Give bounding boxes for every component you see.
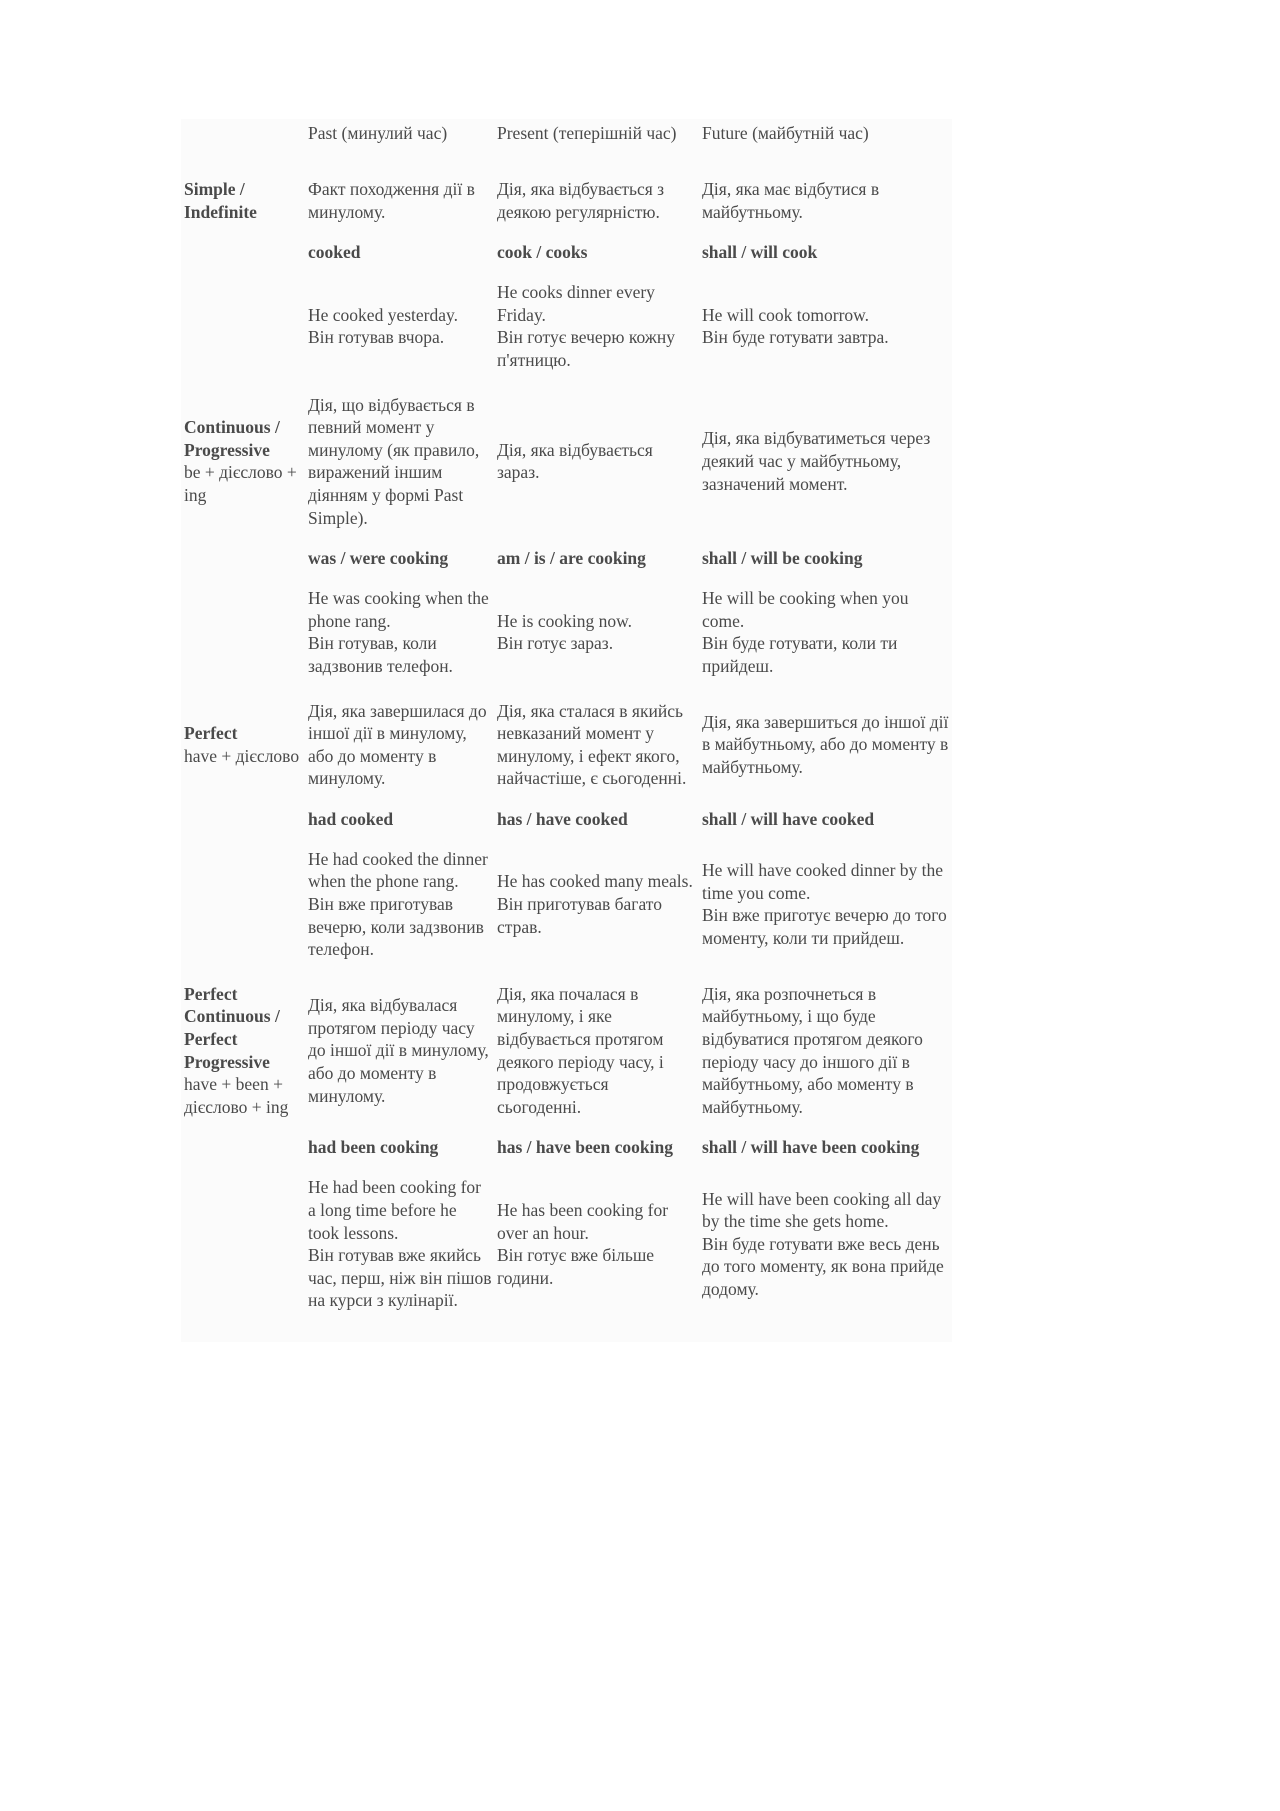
example-en: He will have been cooking all day by the time she gets home. [702, 1188, 942, 1232]
perfect-continuous-future-desc: Дія, яка розпочнеться в майбутньому, і що буде відбуватися протягом деякого періоду часу до іншого дії в майбутньому, або моменту в майбутньому. [702, 983, 923, 1117]
simple-future-desc: Дія, яка має відбутися в майбутньому. [702, 179, 880, 222]
example-uk: Він готував, коли задзвонив телефон. [308, 633, 453, 676]
perfect-continuous-past-form: had been cooking [308, 1137, 439, 1158]
example-en: He will have cooked dinner by the time you come. [702, 860, 944, 903]
perfect-example-row [181, 848, 952, 961]
header-future: Future (майбутній час) [702, 123, 869, 143]
example-uk: Він вже приготує вечерю до того моменту, коли ти прийдеш. [702, 905, 947, 948]
simple-label-cell [181, 178, 305, 223]
perfect-continuous-present-desc: Дія, яка почалася в минулому, і яке відбувається протягом деякого періоду часу, і продовжується сьогоденні. [497, 983, 664, 1117]
perfect-title: Perfect [184, 723, 238, 744]
simple-present-form: cook / cooks [497, 241, 588, 262]
continuous-future-example [699, 587, 952, 677]
perfect-future-desc: Дія, яка завершиться до іншої дії в майбутньому, або до моменту в майбутньому. [702, 711, 949, 777]
simple-present-example [494, 281, 699, 371]
example-en: He had been cooking for a long time before he took lessons. [308, 1177, 481, 1243]
example-en: He was cooking when the phone rang. [308, 588, 489, 631]
continuous-past-form: was / were cooking [308, 547, 449, 568]
example-uk: Він буде готувати вже весь день до того моменту, як вона прийде додому. [702, 1233, 944, 1300]
simple-past-example [305, 281, 494, 371]
spacer-row [181, 961, 952, 983]
example-en: He will cook tomorrow. [702, 304, 870, 325]
simple-desc-row [181, 178, 952, 223]
perfect-continuous-present-form: has / have been cooking [497, 1137, 673, 1158]
simple-future-example [699, 281, 952, 371]
perfect-subtitle: have + дієслово [184, 745, 300, 766]
example-en: He cooked yesterday. [308, 304, 458, 325]
perfect-future-example [699, 848, 952, 961]
perfect-continuous-future-form: shall / will have been cooking [702, 1137, 920, 1158]
continuous-future-form: shall / will be cooking [702, 547, 863, 568]
perfect-continuous-past-desc: Дія, яка відбувалася протягом періоду часу до іншої дії в минулому, або до моменту в минулому. [308, 995, 489, 1106]
continuous-present-example [494, 587, 699, 677]
continuous-present-form: am / is / are cooking [497, 547, 646, 568]
example-uk: Він буде готувати, коли ти прийдеш. [702, 633, 898, 676]
example-en: He has been cooking for over an hour. [497, 1200, 669, 1243]
perfect-desc-row [181, 700, 952, 790]
continuous-subtitle: be + дієслово + ing [184, 462, 297, 505]
simple-present-desc: Дія, яка відбувається з деякою регулярністю. [497, 179, 665, 222]
example-uk: Він готував вчора. [308, 327, 445, 348]
perfect-continuous-label-cell [181, 983, 305, 1119]
simple-example-row [181, 281, 952, 371]
continuous-past-desc: Дія, що відбувається в певний момент у минулому (як правило, виражений іншим діянням у формі Past Simple). [308, 394, 480, 528]
simple-future-form: shall / will cook [702, 241, 818, 262]
perfect-present-form: has / have cooked [497, 808, 628, 829]
continuous-example-row [181, 587, 952, 677]
spacer-row [181, 156, 952, 178]
perfect-continuous-past-example [305, 1176, 494, 1312]
example-en: He has cooked many meals. [497, 871, 693, 892]
spacer-row [181, 678, 952, 700]
perfect-continuous-form-row [181, 1118, 952, 1176]
perfect-continuous-future-example [699, 1176, 952, 1312]
perfect-past-desc: Дія, яка завершилася до іншої дії в минулому, або до моменту в минулому. [308, 700, 487, 789]
simple-form-row [181, 223, 952, 281]
simple-past-form: cooked [308, 241, 361, 262]
perfect-past-example [305, 848, 494, 961]
continuous-title: Continuous / Progressive [184, 417, 280, 460]
perfect-future-form: shall / will have cooked [702, 808, 875, 829]
continuous-form-row [181, 529, 952, 587]
corner-cell [181, 119, 305, 156]
continuous-past-example [305, 587, 494, 677]
example-uk: Він готував вже якийсь час, перш, ніж він пішов на курси з кулінарії. [308, 1245, 492, 1311]
example-uk: Він буде готувати завтра. [702, 327, 889, 348]
example-en: He had cooked the dinner when the phone rang. [308, 848, 488, 892]
perfect-present-example [494, 848, 699, 961]
continuous-future-desc: Дія, яка відбуватиметься через деякий час у майбутньому, зазначений момент. [702, 428, 931, 494]
example-en: He is cooking now. [497, 610, 632, 631]
continuous-label-cell [181, 394, 305, 530]
example-en: He will be cooking when you come. [702, 588, 909, 631]
perfect-form-row [181, 790, 952, 848]
table-header-row [181, 119, 952, 156]
continuous-desc-row [181, 394, 952, 530]
example-uk: Він вже приготував вечерю, коли задзвонив телефон. [308, 894, 484, 960]
perfect-continuous-present-example [494, 1176, 699, 1312]
example-uk: Він готує вже більше години. [497, 1245, 655, 1288]
perfect-continuous-example-row [181, 1176, 952, 1312]
perfect-past-form: had cooked [308, 808, 394, 829]
tenses-table [181, 119, 952, 1342]
perfect-continuous-title: Perfect Continuous / Perfect Progressive [184, 983, 280, 1072]
perfect-continuous-desc-row [181, 983, 952, 1119]
header-past: Past (минулий час) [308, 123, 448, 143]
spacer-row [181, 1312, 952, 1342]
perfect-present-desc: Дія, яка сталася в якийсь невказаний момент у минулому, і ефект якого, найчастіше, є сьогоденні. [497, 700, 687, 789]
example-uk: Він готує зараз. [497, 633, 614, 654]
example-uk: Він приготував багато страв. [497, 894, 662, 937]
simple-title: Simple / Indefinite [184, 179, 257, 222]
continuous-present-desc: Дія, яка відбувається зараз. [497, 439, 653, 483]
header-present: Present (теперішній час) [497, 123, 677, 143]
example-uk: Він готує вечерю кожну п'ятницю. [497, 327, 675, 370]
spacer-row [181, 372, 952, 394]
example-en: He cooks dinner every Friday. [497, 282, 655, 325]
perfect-continuous-subtitle: have + been + дієслово + ing [184, 1074, 289, 1117]
simple-past-desc: Факт походження дії в минулому. [308, 179, 475, 222]
perfect-label-cell [181, 700, 305, 790]
